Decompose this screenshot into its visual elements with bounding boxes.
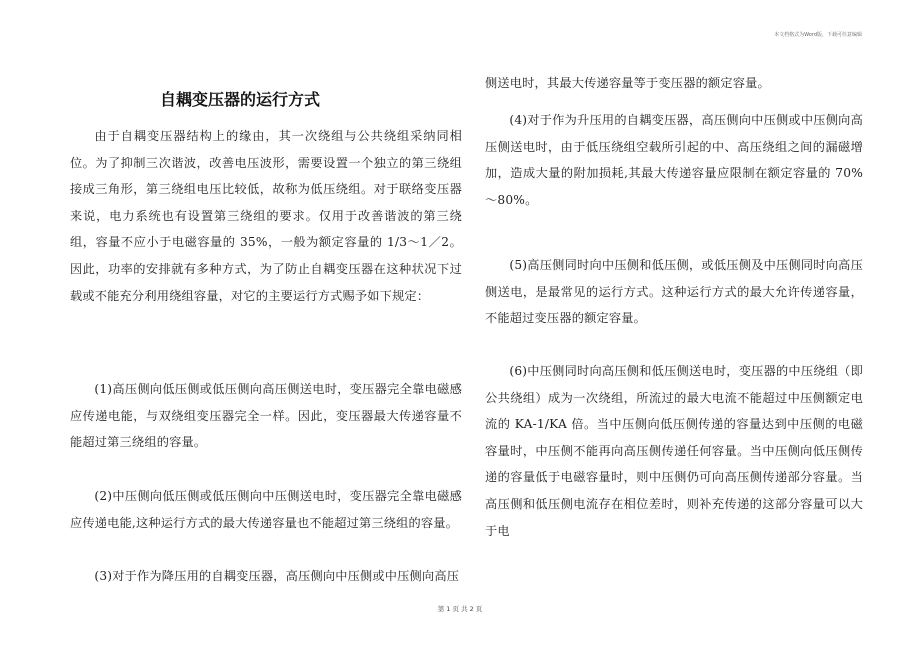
watermark-note: 本文档格式为Word版，下载可任意编辑 <box>774 32 862 38</box>
document-title: 自耦变压器的运行方式 <box>159 90 320 109</box>
paragraph-rule-5: (5)高压侧同时向中压侧和低压侧，或低压侧及中压侧同时向高压侧送电，是最常见的运行方式。这种运行方式的最大允许传递容量，不能超过变压器的额定容量。 <box>485 258 863 326</box>
paragraph-rule-3-end: 侧送电时，其最大传递容量等于变压器的额定容量。 <box>485 76 770 90</box>
paragraph-rule-4: (4)对于作为升压用的自耦变压器，高压侧向中压侧或中压侧向高压侧送电时，由于低压绕组空载所引起的中、高压绕组之间的漏磁增加，造成大量的附加损耗,其最大传递容量应限制在额定容量的 70%～80%。 <box>485 113 863 207</box>
paragraph-rule-1: (1)高压侧向低压侧或低压侧向高压侧送电时，变压器完全靠电磁感应传递电能，与双绕组变压器完全一样。因此，变压器最大传递容量不能超过第三绕组的容量。 <box>70 382 462 450</box>
paragraph-rule-2: (2)中压侧向低压侧或低压侧向中压侧送电时，变压器完全靠电磁感应传递电能,这种运行方式的最大传递容量也不能超过第三绕组的容量。 <box>70 489 462 530</box>
paragraph-rule-3-start: (3)对于作为降压用的自耦变压器，高压侧向中压侧或中压侧向高压 <box>94 569 460 583</box>
paragraph-rule-6: (6)中压侧同时向高压侧和低压侧送电时，变压器的中压绕组（即公共绕组）成为一次绕组，所流过的最大电流不能超过中压侧额定电流的 KA-1/KA 倍。当中压侧向低压侧传递的容量达到中压侧的电磁容量时，中压侧不能再向高压侧传递任何容量。当中压侧向低压侧传递的容量低于电磁容量时，则中压侧仍可向高压侧传递部分容量。当高压侧和低压侧电流存在相位差时，则补充传递的这部分容量可以大于电 <box>485 364 863 538</box>
paragraph-intro: 由于自耦变压器结构上的缘由，其一次绕组与公共绕组采纳同相位。为了抑制三次谐波，改善电压波形，需要设置一个独立的第三绕组接成三角形，第三绕组电压比较低，故称为低压绕组。对于联络变压器来说，电力系统也有设置第三绕组的要求。仅用于改善谐波的第三绕组，容量不应小于电磁容量的 35%，一般为额定容量的 1/3～1／2。因此，功率的安排就有多种方式，为了防止自耦变压器在这种状况下过载或不能充分利用绕组容量，对它的主要运行方式赐予如下规定： <box>70 129 462 303</box>
page-number: 第 1 页 共 2 页 <box>437 605 483 613</box>
